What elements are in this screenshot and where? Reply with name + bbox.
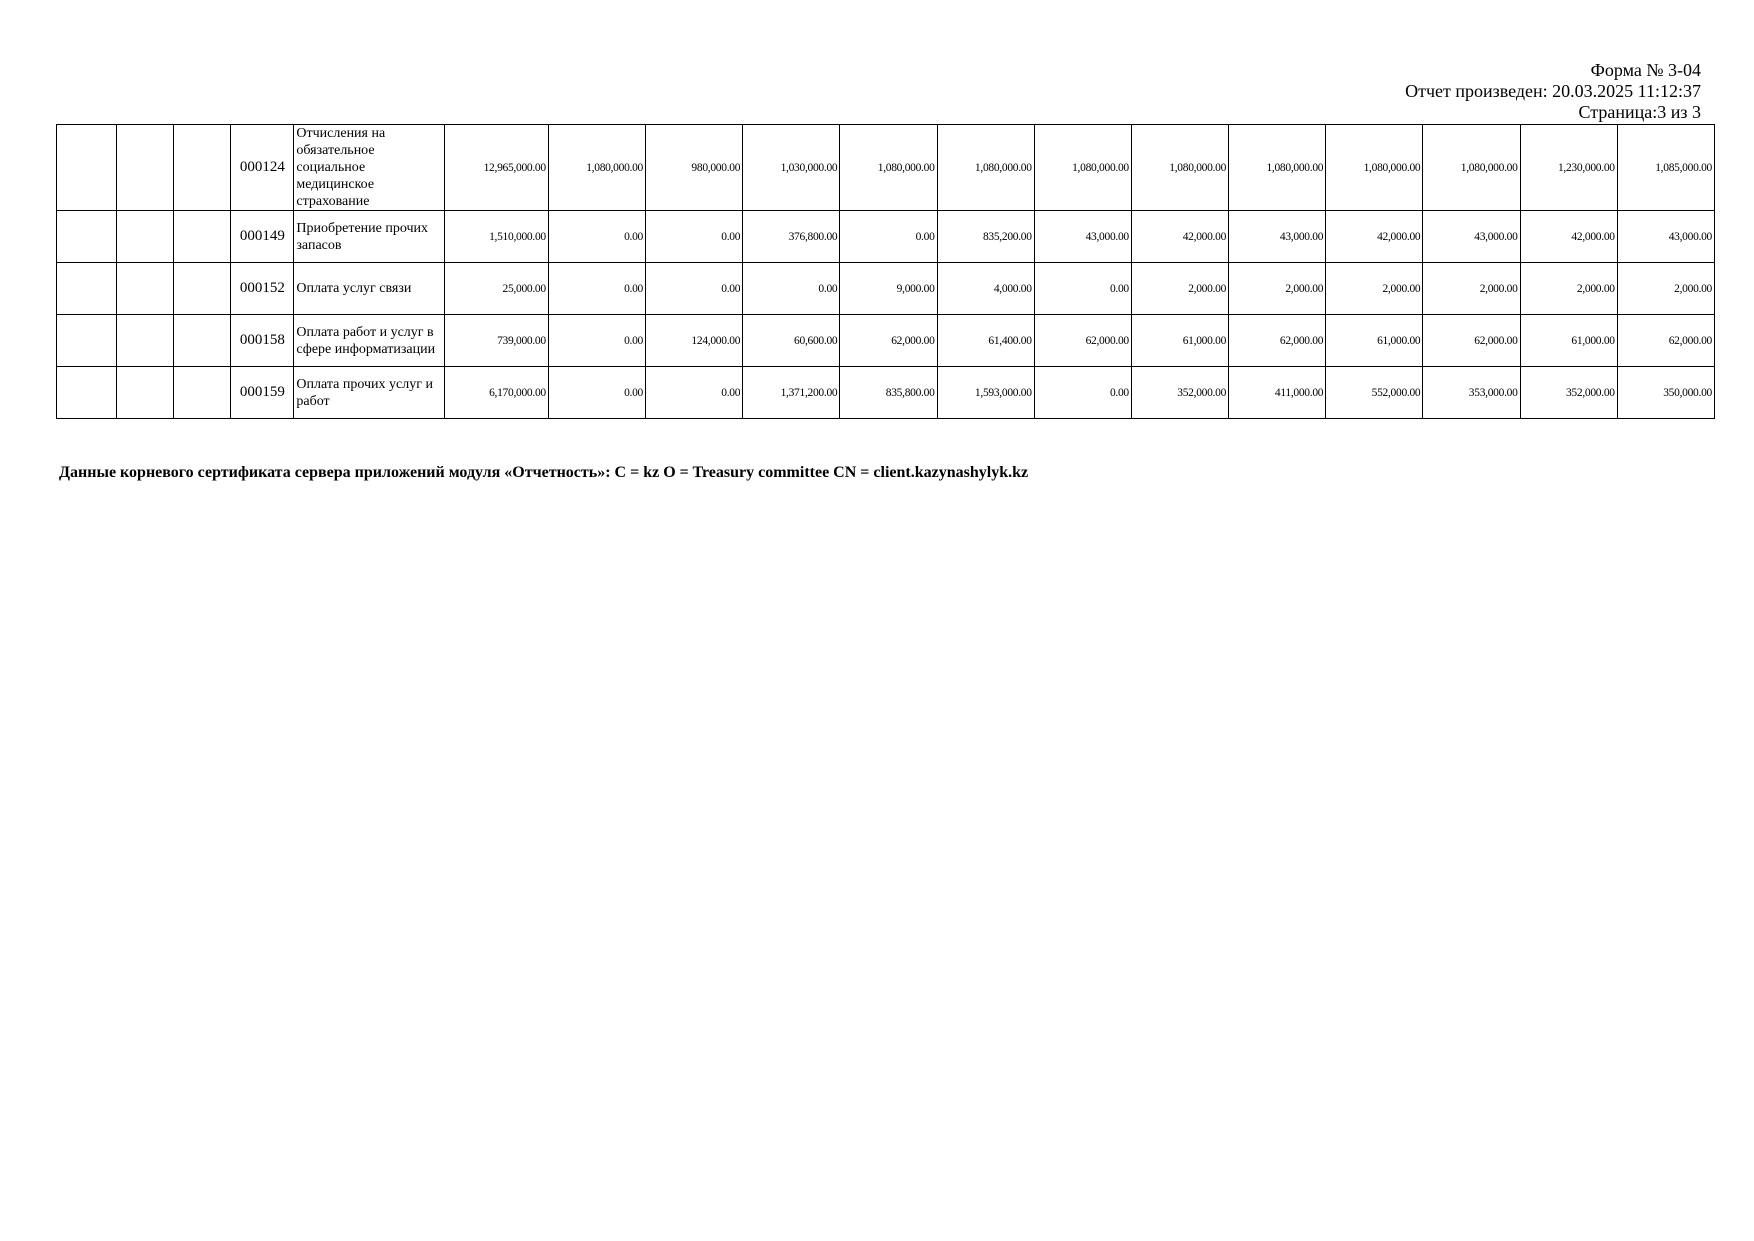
empty-cell <box>174 211 231 263</box>
empty-cell <box>117 211 174 263</box>
value-cell: 60,600.00 <box>743 315 840 367</box>
name-cell: Оплата прочих услуг и работ <box>294 367 444 419</box>
empty-cell <box>174 315 231 367</box>
value-cell: 124,000.00 <box>646 315 743 367</box>
value-cell: 62,000.00 <box>840 315 937 367</box>
empty-cell <box>174 263 231 315</box>
empty-cell <box>57 367 117 419</box>
form-number: Форма № 3-04 <box>1590 60 1701 80</box>
value-cell: 1,080,000.00 <box>548 125 645 211</box>
empty-cell <box>117 315 174 367</box>
code-cell: 000149 <box>231 211 294 263</box>
value-cell: 1,080,000.00 <box>937 125 1034 211</box>
value-cell: 376,800.00 <box>743 211 840 263</box>
value-cell: 0.00 <box>1034 263 1131 315</box>
value-cell: 350,000.00 <box>1617 367 1714 419</box>
value-cell: 62,000.00 <box>1617 315 1714 367</box>
value-cell: 2,000.00 <box>1423 263 1520 315</box>
value-cell: 61,000.00 <box>1326 315 1423 367</box>
value-cell: 1,080,000.00 <box>1034 125 1131 211</box>
value-cell: 2,000.00 <box>1617 263 1714 315</box>
value-cell: 552,000.00 <box>1326 367 1423 419</box>
value-cell: 2,000.00 <box>1229 263 1326 315</box>
page-info: Страница:3 из 3 <box>1578 102 1701 122</box>
empty-cell <box>117 125 174 211</box>
value-cell: 1,080,000.00 <box>1229 125 1326 211</box>
value-cell: 1,080,000.00 <box>1131 125 1228 211</box>
value-cell: 352,000.00 <box>1131 367 1228 419</box>
value-cell: 4,000.00 <box>937 263 1034 315</box>
empty-cell <box>57 263 117 315</box>
report-table <box>56 124 1715 419</box>
value-cell: 0.00 <box>840 211 937 263</box>
value-cell: 1,230,000.00 <box>1520 125 1617 211</box>
value-cell: 980,000.00 <box>646 125 743 211</box>
code-cell: 000124 <box>231 125 294 211</box>
certificate-note: Данные корневого сертификата сервера приложений модуля «Отчетность»: C = kz O = Treasury committee CN = client.kazynashylyk.kz <box>59 464 1029 481</box>
value-cell: 2,000.00 <box>1326 263 1423 315</box>
table-row <box>57 211 1715 263</box>
value-cell: 62,000.00 <box>1034 315 1131 367</box>
value-cell: 43,000.00 <box>1034 211 1131 263</box>
value-cell: 0.00 <box>1034 367 1131 419</box>
name-cell: Оплата услуг связи <box>294 263 444 315</box>
value-cell: 9,000.00 <box>840 263 937 315</box>
value-cell: 0.00 <box>646 367 743 419</box>
value-cell: 739,000.00 <box>444 315 548 367</box>
code-cell: 000152 <box>231 263 294 315</box>
empty-cell <box>117 263 174 315</box>
value-cell: 1,371,200.00 <box>743 367 840 419</box>
empty-cell <box>57 315 117 367</box>
value-cell: 62,000.00 <box>1423 315 1520 367</box>
value-cell: 61,400.00 <box>937 315 1034 367</box>
value-cell: 42,000.00 <box>1326 211 1423 263</box>
value-cell: 835,200.00 <box>937 211 1034 263</box>
name-cell: Приобретение прочих запасов <box>294 211 444 263</box>
value-cell: 62,000.00 <box>1229 315 1326 367</box>
table-row <box>57 367 1715 419</box>
table-body <box>57 125 1715 419</box>
code-cell: 000159 <box>231 367 294 419</box>
report-generated-timestamp: Отчет произведен: 20.03.2025 11:12:37 <box>1405 81 1701 101</box>
value-cell: 6,170,000.00 <box>444 367 548 419</box>
empty-cell <box>57 125 117 211</box>
empty-cell <box>174 125 231 211</box>
value-cell: 43,000.00 <box>1423 211 1520 263</box>
value-cell: 352,000.00 <box>1520 367 1617 419</box>
value-cell: 1,085,000.00 <box>1617 125 1714 211</box>
value-cell: 61,000.00 <box>1131 315 1228 367</box>
value-cell: 1,593,000.00 <box>937 367 1034 419</box>
value-cell: 411,000.00 <box>1229 367 1326 419</box>
value-cell: 42,000.00 <box>1520 211 1617 263</box>
value-cell: 0.00 <box>548 367 645 419</box>
value-cell: 43,000.00 <box>1617 211 1714 263</box>
value-cell: 42,000.00 <box>1131 211 1228 263</box>
empty-cell <box>117 367 174 419</box>
value-cell: 0.00 <box>548 263 645 315</box>
table-row <box>57 125 1715 211</box>
value-cell: 25,000.00 <box>444 263 548 315</box>
value-cell: 0.00 <box>548 211 645 263</box>
value-cell: 12,965,000.00 <box>444 125 548 211</box>
value-cell: 835,800.00 <box>840 367 937 419</box>
empty-cell <box>174 367 231 419</box>
value-cell: 0.00 <box>548 315 645 367</box>
empty-cell <box>57 211 117 263</box>
value-cell: 1,080,000.00 <box>840 125 937 211</box>
value-cell: 0.00 <box>743 263 840 315</box>
value-cell: 2,000.00 <box>1131 263 1228 315</box>
report-header <box>1405 60 1701 123</box>
value-cell: 43,000.00 <box>1229 211 1326 263</box>
name-cell: Оплата работ и услуг в сфере информатизации <box>294 315 444 367</box>
value-cell: 1,510,000.00 <box>444 211 548 263</box>
value-cell: 0.00 <box>646 211 743 263</box>
value-cell: 1,080,000.00 <box>1326 125 1423 211</box>
value-cell: 1,030,000.00 <box>743 125 840 211</box>
value-cell: 0.00 <box>646 263 743 315</box>
code-cell: 000158 <box>231 315 294 367</box>
value-cell: 61,000.00 <box>1520 315 1617 367</box>
value-cell: 1,080,000.00 <box>1423 125 1520 211</box>
value-cell: 2,000.00 <box>1520 263 1617 315</box>
table-row <box>57 315 1715 367</box>
name-cell: Отчисления на обязательное социальное медицинское страхование <box>294 125 444 211</box>
table-row <box>57 263 1715 315</box>
value-cell: 353,000.00 <box>1423 367 1520 419</box>
